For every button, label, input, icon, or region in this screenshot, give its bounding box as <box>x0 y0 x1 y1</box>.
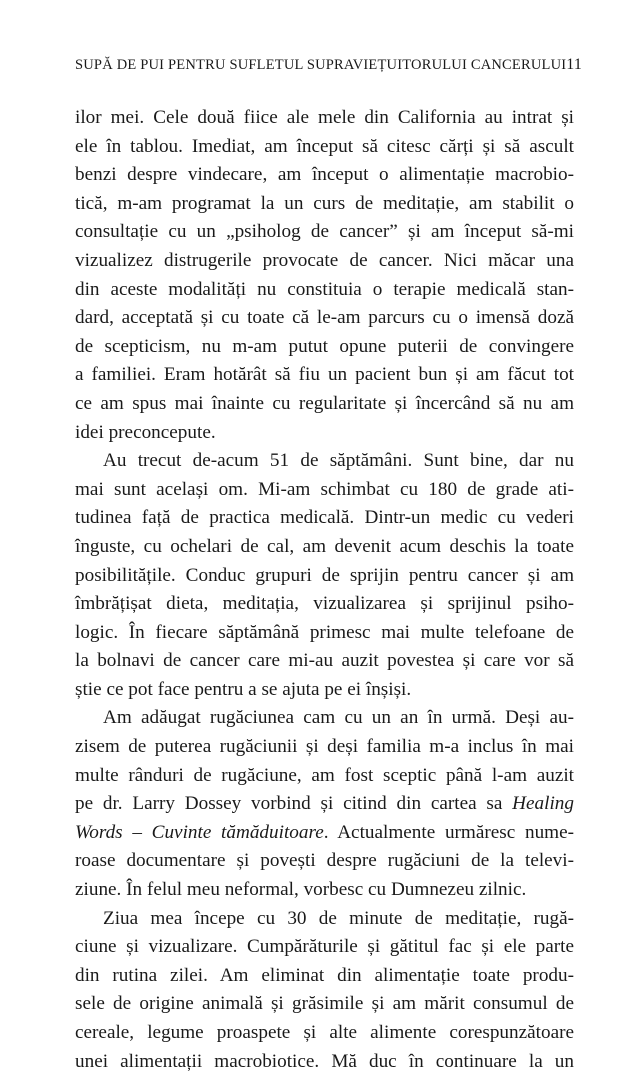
text-line: Au trecut de-acum 51 de săptămâni. Sunt bine, dar nu <box>103 450 574 472</box>
text-line: mai sunt același om. Mi-am schimbat cu 180 de grade ati- <box>75 478 574 500</box>
text-line: Ziua mea începe cu 30 de minute de meditație, rugă- <box>103 907 574 929</box>
text-line: cereale, legume proaspete și alte alimente corespunzătoare <box>75 1022 574 1043</box>
text-line: știe ce pot face pentru a se ajuta pe ei înșiși. <box>75 678 412 700</box>
text-line: unei alimentații macrobiotice. Mă duc în continuare la un <box>75 1050 574 1072</box>
text-line: din aceste modalități nu constituia o terapie medicală stan- <box>75 278 574 300</box>
text-run: . Actualmente urmăresc nume- <box>323 821 574 843</box>
text-line: de scepticism, nu m-am putut opune puterii de convingere <box>75 335 574 357</box>
body-text <box>75 104 574 1076</box>
text-line: vizualizez distrugerile provocate de cancer. Nici măcar una <box>75 249 574 271</box>
text-line <box>75 790 574 819</box>
book-title-italic: Healing <box>512 793 574 815</box>
running-title: SUPĂ DE PUI PENTRU SUFLETUL SUPRAVIEȚUITORULUI CANCERULUI <box>75 57 567 73</box>
text-line: înguste, cu ochelari de cal, am devenit acum deschis la toate <box>75 535 574 557</box>
text-line: ce am spus mai înainte cu regularitate și încercând să nu am <box>75 392 574 414</box>
text-line <box>75 819 574 848</box>
text-line: tică, m-am programat la un curs de meditație, am stabilit o <box>75 192 574 214</box>
text-line: ele în tablou. Imediat, am început să citesc cărți și să ascult <box>75 135 574 157</box>
text-line: logic. În fiecare săptămână primesc mai multe telefoane de <box>75 621 574 643</box>
text-line: la bolnavi de cancer care mi-au auzit povestea și care vor să <box>75 650 574 672</box>
text-line: consultație cu un „psiholog de cancer” și am început să-mi <box>75 221 574 243</box>
text-line: Am adăugat rugăciunea cam cu un an în urmă. Deși au- <box>103 707 574 729</box>
text-line: posibilitățile. Conduc grupuri de sprijin pentru cancer și am <box>75 564 574 586</box>
text-line: a familiei. Eram hotărât să fiu un pacient bun și am făcut tot <box>75 364 574 386</box>
text-line: roase documentare și povești despre rugăciuni de la televi- <box>75 850 574 872</box>
text-line: ilor mei. Cele două fiice ale mele din California au intrat și <box>75 107 574 128</box>
text-line: din rutina zilei. Am eliminat din alimentație toate produ- <box>75 964 574 986</box>
text-line: benzi despre vindecare, am început o alimentație macrobio- <box>75 164 574 186</box>
text-line: zisem de puterea rugăciunii și deși familia m-a inclus în mai <box>75 736 574 758</box>
text-line: ziune. În felul meu neformal, vorbesc cu Dumnezeu zilnic. <box>75 879 527 901</box>
text-line: îmbrățișat dieta, meditația, vizualizarea și sprijinul psiho- <box>75 593 574 615</box>
text-line: sele de origine animală și grăsimile și am mărit consumul de <box>75 993 574 1015</box>
paragraph <box>75 704 574 904</box>
text-line: idei preconcepute. <box>75 421 216 443</box>
text-run: pe dr. Larry Dossey vorbind și citind din cartea sa <box>75 793 513 815</box>
text-line: ciune și vizualizare. Cumpărăturile și gătitul fac și ele parte <box>75 936 574 958</box>
text-line: multe rânduri de rugăciune, am fost sceptic până l-am auzit <box>75 764 574 786</box>
text-line: dard, acceptată și cu toate că le-am parcurs cu o imensă doză <box>75 307 574 329</box>
text-line: tudinea față de practica medicală. Dintr-un medic cu vederi <box>75 507 574 529</box>
running-header <box>75 56 583 74</box>
paragraph <box>75 447 574 704</box>
page-number: 11 <box>566 56 583 73</box>
paragraph <box>75 104 574 447</box>
book-title-italic: Words – Cuvinte tămăduitoare <box>75 821 324 843</box>
paragraph <box>75 905 574 1076</box>
